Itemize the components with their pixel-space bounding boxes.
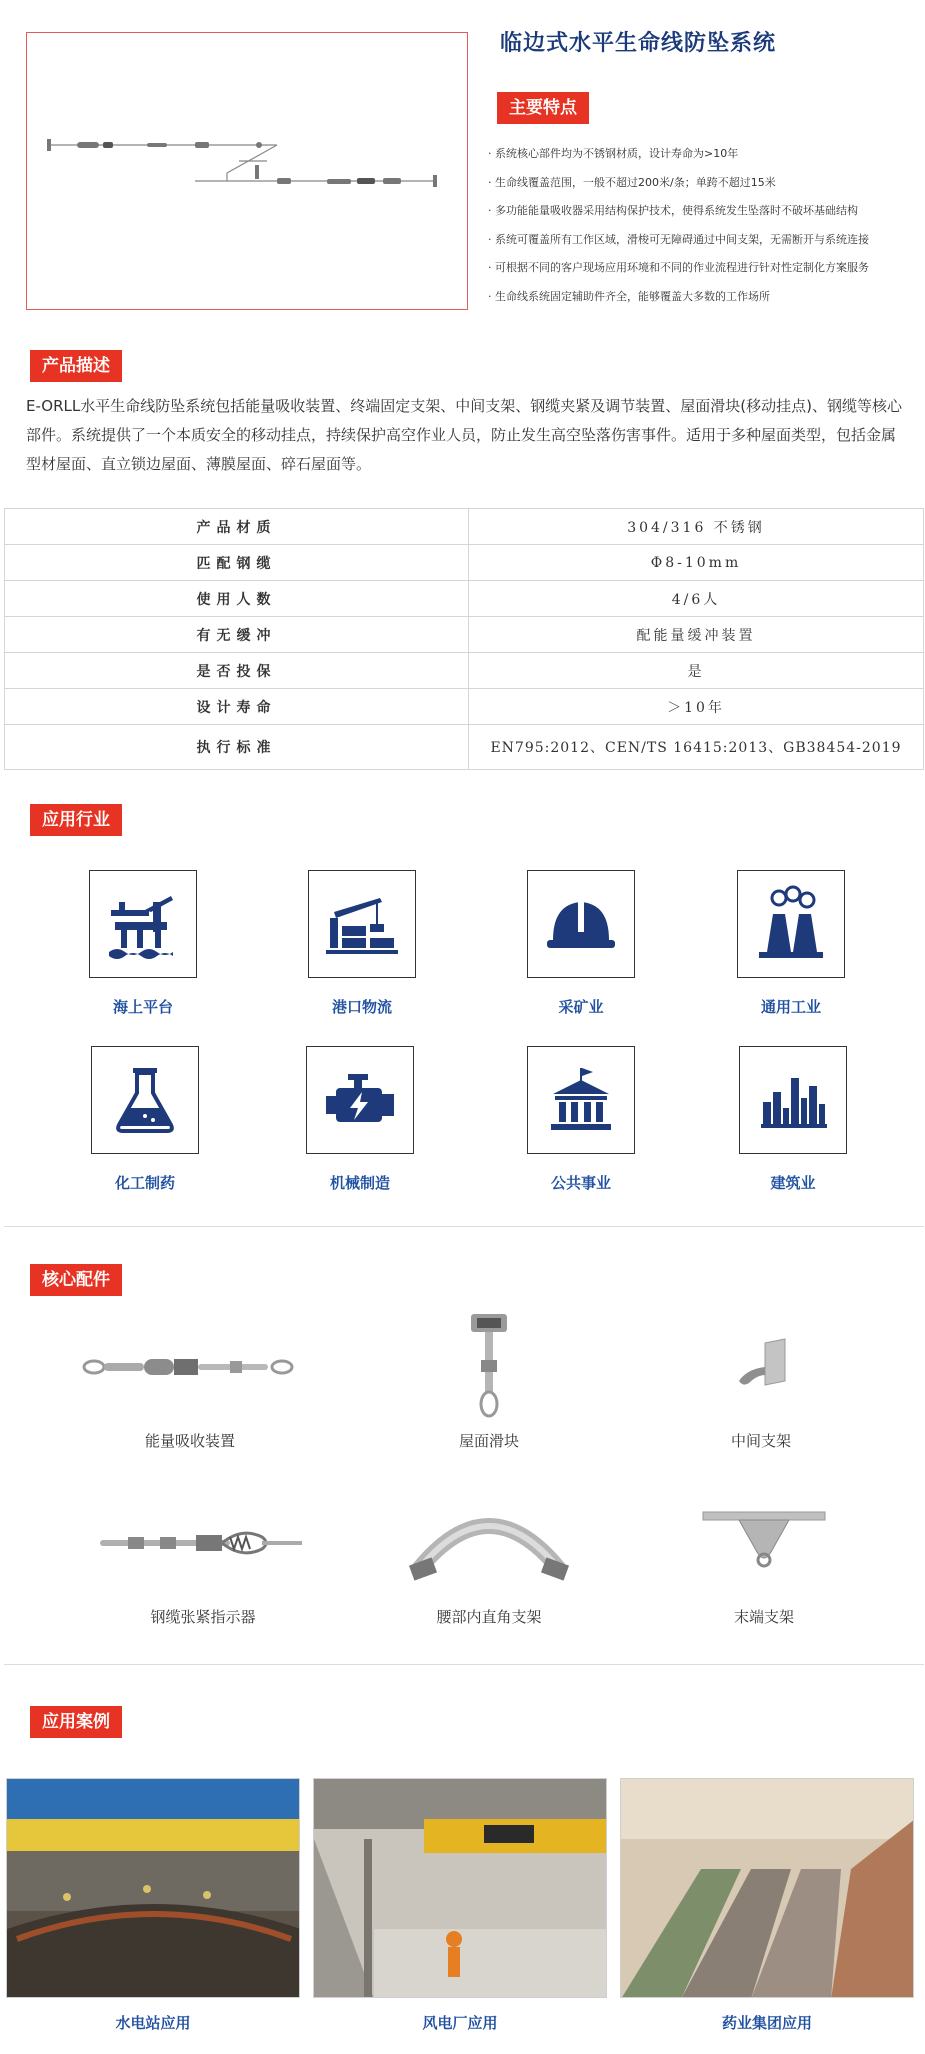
- component-label: 末端支架: [733, 1608, 794, 1626]
- industry-item: [68, 870, 218, 1017]
- product-diagram-frame: [26, 32, 468, 310]
- case-item: [6, 1778, 300, 2033]
- product-description: E-ORLL水平生命线防坠系统包括能量吸收装置、终端固定支架、中间支架、钢缆夹紧及调节装置、屋面滑块(移动挂点)、钢缆等核心部件。系统提供了一个本质安全的移动挂点，持续保护高空作业人员，防止发生高空坠落伤害事件。适用于多种屋面类型，包括金属型材屋面、直立锁边屋面、薄膜屋面、碎石屋面等。: [26, 397, 902, 473]
- spec-key: 匹配钢缆: [5, 545, 469, 581]
- component-label: 屋面滑块: [458, 1432, 519, 1450]
- port-crane-icon: [308, 870, 416, 978]
- city-skyline-icon: [739, 1046, 847, 1154]
- spec-table: [4, 508, 924, 770]
- industry-item: [506, 870, 656, 1017]
- industry-item: [716, 870, 866, 1017]
- components-tag: 核心配件: [30, 1264, 122, 1296]
- spec-value: Φ8-10mm: [469, 545, 924, 581]
- inner-corner-bracket-image: [369, 1488, 609, 1598]
- feature-item: · 可根据不同的客户现场应用环境和不同的作业流程进行针对性定制化方案服务: [488, 261, 869, 274]
- industry-label: 通用工业: [760, 998, 821, 1016]
- table-row: [5, 617, 924, 653]
- feature-item: · 系统核心部件均为不锈钢材质，设计寿命为>10年: [488, 147, 739, 160]
- tension-indicator-image: [83, 1488, 323, 1598]
- feature-item: · 生命线系统固定辅助件齐全，能够覆盖大多数的工作场所: [488, 289, 770, 303]
- features-tag: 主要特点: [497, 92, 589, 124]
- industries-tag: 应用行业: [30, 804, 122, 836]
- spec-value: 配能量缓冲装置: [469, 617, 924, 653]
- spec-key: 是否投保: [5, 653, 469, 689]
- industry-label: 机械制造: [329, 1174, 390, 1192]
- case-label: 水电站应用: [115, 2014, 191, 2032]
- lifeline-diagram: [27, 33, 467, 309]
- spec-key: 设计寿命: [5, 689, 469, 725]
- description-tag: 产品描述: [30, 350, 122, 382]
- table-row: [5, 581, 924, 617]
- industry-label: 港口物流: [331, 998, 392, 1016]
- table-row: [5, 653, 924, 689]
- component-item: [644, 1488, 884, 1627]
- feature-item: · 多功能能量吸收器采用结构保护技术，使得系统发生坠落时不破坏基础结构: [488, 204, 858, 217]
- divider: [4, 1226, 924, 1227]
- hard-hat-icon: [527, 870, 635, 978]
- spec-value: 是: [469, 653, 924, 689]
- industry-label: 采矿业: [558, 998, 604, 1016]
- component-label: 能量吸收装置: [144, 1432, 235, 1450]
- pharmaceutical-group-photo: [620, 1778, 914, 1998]
- spec-value: 4/6人: [469, 581, 924, 617]
- component-item: [369, 1312, 609, 1451]
- component-label: 中间支架: [730, 1432, 791, 1450]
- engine-icon: [306, 1046, 414, 1154]
- page-title: 临边式水平生命线防坠系统: [500, 31, 777, 56]
- component-item: [641, 1312, 881, 1451]
- table-row: [5, 689, 924, 725]
- energy-absorber-image: [70, 1312, 310, 1422]
- intermediate-bracket-image: [641, 1312, 881, 1422]
- public-building-icon: [527, 1046, 635, 1154]
- wind-power-plant-photo: [313, 1778, 607, 1998]
- industry-label: 海上平台: [112, 998, 173, 1016]
- roof-slider-image: [369, 1312, 609, 1422]
- case-item: [313, 1778, 607, 2033]
- industry-label: 化工制药: [114, 1174, 175, 1192]
- cases-tag: 应用案例: [30, 1706, 122, 1738]
- case-item: [620, 1778, 914, 2033]
- spec-key: 执行标准: [5, 725, 469, 770]
- offshore-platform-icon: [89, 870, 197, 978]
- industry-item: [718, 1046, 868, 1193]
- end-bracket-image: [644, 1488, 884, 1598]
- case-label: 药业集团应用: [721, 2014, 812, 2032]
- table-row: [5, 725, 924, 770]
- industry-item: [287, 870, 437, 1017]
- spec-key: 有无缓冲: [5, 617, 469, 653]
- industry-label: 建筑业: [770, 1174, 816, 1192]
- spec-value: EN795:2012、CEN/TS 16415:2013、GB38454-2019: [469, 725, 924, 770]
- feature-item: · 系统可覆盖所有工作区域，滑梭可无障碍通过中间支架，无需断开与系统连接: [488, 232, 869, 246]
- component-item: [369, 1488, 609, 1627]
- flask-icon: [91, 1046, 199, 1154]
- features-list: [488, 140, 908, 311]
- component-label: 腰部内直角支架: [436, 1608, 542, 1626]
- spec-value: 304/316 不锈钢: [469, 509, 924, 545]
- divider: [4, 1664, 924, 1665]
- spec-value: ＞10年: [469, 689, 924, 725]
- component-item: [83, 1488, 323, 1627]
- hydropower-photo: [6, 1778, 300, 1998]
- industry-item: [70, 1046, 220, 1193]
- industry-item: [285, 1046, 435, 1193]
- table-row: [5, 545, 924, 581]
- industry-item: [506, 1046, 656, 1193]
- factory-chimney-icon: [737, 870, 845, 978]
- component-item: [70, 1312, 310, 1451]
- case-label: 风电厂应用: [422, 2014, 498, 2032]
- spec-key: 产品材质: [5, 509, 469, 545]
- component-label: 钢缆张紧指示器: [150, 1608, 256, 1626]
- table-row: [5, 509, 924, 545]
- industry-label: 公共事业: [550, 1174, 611, 1192]
- spec-key: 使用人数: [5, 581, 469, 617]
- feature-item: · 生命线覆盖范围，一般不超过200米/条；单跨不超过15米: [488, 175, 776, 189]
